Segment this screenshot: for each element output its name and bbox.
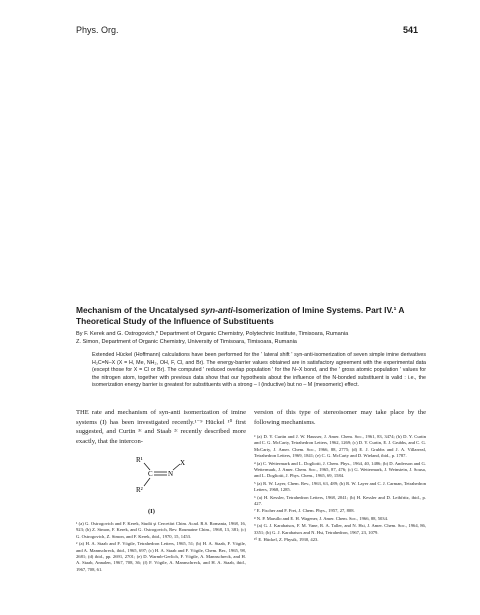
reference-item: ¹ (a) G. Ostrogovich and F. Kerek, Studii şi Cercetări Chim. Acad. R.S. Romania, 1968, 16, 923; (b) Z. Simon, F. Kerek, and G. Ostrogovich, Rev. Roumaine Chim., 1968, 13, 381; (c) G. Ostrogovich, Z. Simon, and F. Kerek, ibid., 1970, 15, 1453. [76, 521, 246, 539]
authors-line-2: Z. Simon, Department of Organic Chemistry, University of Timisoara, Timisoara, Rumania [76, 338, 297, 345]
reference-item: ¹⁰ E. Hückel, Z. Physik, 1930, 423. [254, 537, 319, 543]
references-right [254, 434, 426, 545]
references-left [76, 521, 246, 574]
bond-n-x [173, 464, 180, 470]
imine-structure-figure [120, 448, 200, 516]
title-italic: syn-anti [200, 305, 233, 315]
title-prefix: Mechanism of the Uncatalysed [76, 305, 201, 315]
reference-item: ⁴ (a) C. Wettermark and L. Dogliotti, J. Chem. Phys., 1964, 40, 1486; (b) D. Anderson and G. Wettermark, J. Amer. Chem. Soc., 1965, 87, 476; (c) G. Wettermark, J. Weinstein, J. Sousa, and L. Dogliotti, J. Phys. Chem., 1965, 69, 1584. [254, 460, 426, 479]
authors-line: By F. Kerek and G. Ostrogovich,* Department of Organic Chemistry, Polytechnic Institute, Timisoara, Rumania [76, 331, 349, 337]
bond-r1-c [144, 463, 150, 470]
atom-c: C [148, 470, 153, 478]
page-number: 541 [402, 25, 418, 35]
atom-x: X [180, 459, 186, 467]
atom-r2: R² [136, 486, 143, 494]
reference-item: ⁶ (a) H. Kessler, Tetrahedron Letters, 1968, 2041; (b) H. Kessler and D. Leibfritz, ibid., p. 427. [254, 494, 426, 507]
mechanism-paragraph: version of this type of stereoisomer may take place by the following mechanisms. [254, 409, 426, 426]
atom-r1: R¹ [136, 456, 143, 464]
intro-paragraph: THE rate and mechanism of syn-anti isomerization of imine systems (I) has been investigated recently.¹⁻⁹ Hückel ¹⁰ first suggested, and Curtin ³ᶜ and Staab ²ᶜ recently described more exactly, that the intercon- [76, 409, 246, 445]
article-title [76, 305, 426, 326]
reference-item: ⁷ E. Fischer and F. Frei, J. Chem. Phys., 1957, 27, 808. [254, 508, 355, 514]
figure-label: (I) [148, 508, 155, 515]
reference-item: ³ (a) D. Y. Curtin and J. W. Hausser, J. Amer. Chem. Soc., 1961, 83, 3474; (b) D. Y. Curtin and C. G. McCarty, Tetrahedron Letters, 1962, 1269; (c) D. Y. Curtin, E. J. Grubbs, and C. G. McCarty, J. Amer. Chem. Soc., 1966, 88, 2775; (d) E. J. Grubbs and J. A. Villarreal, Tetrahedron Letters, 1969, 1841; (e) C. G. McCarty and D. Wieland, ibid., p. 1787. [254, 434, 426, 459]
reference-item: ⁵ (a) R. W. Layer, Chem. Rev., 1963, 63, 489; (b) R. W. Layer and C. J. Carman, Tetrahedron Letters, 1968, 1285. [254, 480, 426, 493]
abstract: Extended Hückel (Hoffmann) calculations have been performed for the ' lateral shift ' syn-anti-isomerization of seven simple imine derivatives H₂C=N–X (X = H, Me, NH₂, OH, F, Cl, and Br). The energy-barrier values obtained are in satisfactory agreement with the experimental data (except those for X = Cl or Br). The computed ' reduced overlap population ' for the N–X bond, and the ' gross atomic population ' values for the nitrogen atom, together with previous data show that our hypothesis about the influence of the N-bonded substituent is valid : i.e., the isomerization energy barrier is greatest for substituents with a strong – I (inductive) but no – M (mesomeric) effect. [92, 352, 426, 389]
reference-item: ² (a) H. A. Staab and F. Vögtle, Tetrahedron Letters, 1965, 51; (b) H. A. Staab, F. Vögtle, and A. Mannschreck, ibid., 1965, 697; (c) H. A. Staab and F. Vögtle, Chem. Ber., 1965, 98, 2681; (d) ibid., pp. 2691, 2701; (e) D. Warmb-Gerlich, F. Vögtle, A. Mannschreck, and H. A. Staab, Annalen, 1967, 708, 36; (f) F. Vögtle, A. Mannschreck, and H. A. Staab, ibid., 1967, 708, 61. [76, 541, 246, 572]
atom-n: N [168, 470, 174, 478]
journal-section: Phys. Org. [76, 25, 119, 35]
reference-item: ⁹ (a) G. J. Karabatsos, F. M. Vane, R. A. Taller, and N. Hsi, J. Amer. Chem. Soc., 1964, 86, 3351; (b) G. J. Karabatsos and N. Hsi, Tetrahedron, 1967, 23, 1079. [254, 523, 426, 535]
title-suffix: -Isomerization of Imine Systems. Part IV.¹ A Theoretical Study of the Influence of Substituents [76, 305, 405, 326]
bond-r2-c [144, 478, 150, 486]
authors-block [76, 331, 426, 346]
reference-item: ⁸ N. P. Marullo and E. H. Wagener, J. Amer. Chem. Soc., 1966, 88, 5034. [254, 515, 389, 521]
